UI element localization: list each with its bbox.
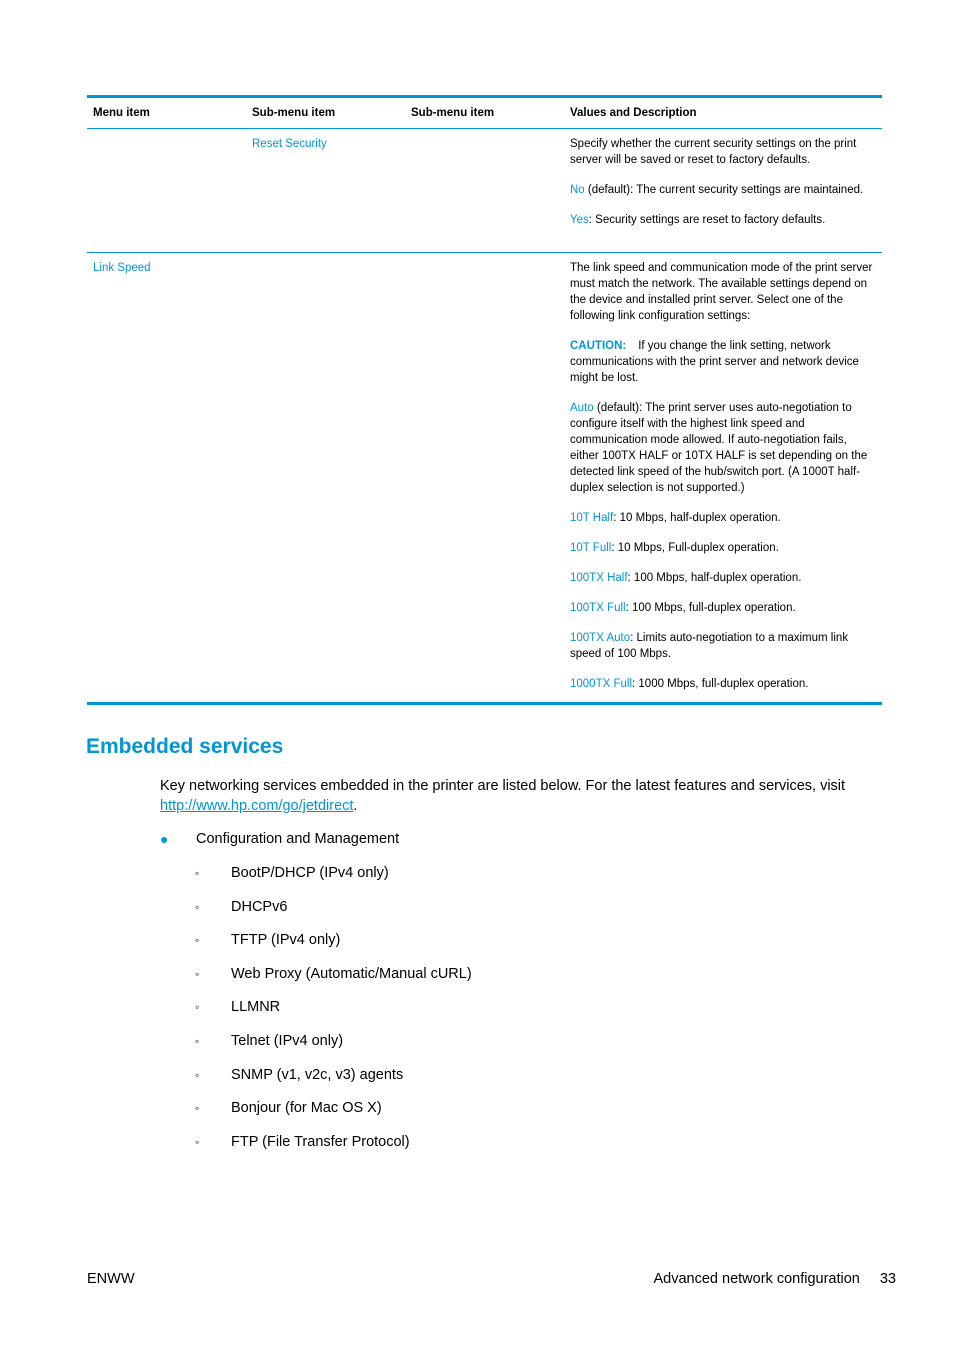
service-label: SNMP (v1, v2c, v3) agents <box>231 1066 404 1083</box>
option-text: : 100 Mbps, half-duplex operation. <box>627 572 802 584</box>
option-term-link[interactable]: No <box>570 184 585 196</box>
reset-security-description <box>570 136 876 242</box>
service-label: Web Proxy (Automatic/Manual cURL) <box>231 965 472 982</box>
caution-text: If you change the link setting, network communications with the print server and network device might be lost. <box>570 340 859 384</box>
option-yes <box>570 212 876 228</box>
table-row <box>87 129 882 253</box>
option-no <box>570 182 876 198</box>
header-submenu-item-1: Sub-menu item <box>252 107 336 119</box>
circle-bullet-icon: ◦ <box>195 966 200 981</box>
service-label: Bonjour (for Mac OS X) <box>231 1100 382 1117</box>
description-text: Specify whether the current security settings on the print server will be saved or reset to factory defaults. <box>570 138 857 166</box>
description-text: The link speed and communication mode of the print server must match the network. The available settings depend on the device and installed print server. Select one of the following link configuration settings: <box>570 262 873 322</box>
header-menu-item: Menu item <box>93 107 150 119</box>
option-text: : 1000 Mbps, full-duplex operation. <box>632 678 809 690</box>
footer-left: ENWW <box>87 1271 135 1287</box>
option-text: : 100 Mbps, full-duplex operation. <box>625 602 796 614</box>
link-speed-description <box>570 260 876 706</box>
service-label: BootP/DHCP (IPv4 only) <box>231 865 389 881</box>
reset-security-link[interactable]: Reset Security <box>252 138 327 150</box>
circle-bullet-icon: ◦ <box>195 1101 200 1116</box>
option-100tx-full <box>570 600 876 616</box>
option-100tx-auto <box>570 630 876 662</box>
option-term-link[interactable]: 100TX Half <box>570 572 628 584</box>
option-term-link[interactable]: 10T Full <box>570 542 612 554</box>
footer-right <box>654 1271 897 1287</box>
jetdirect-link[interactable]: http://www.hp.com/go/jetdirect <box>160 798 354 814</box>
chapter-title: Advanced network configuration <box>653 1271 860 1287</box>
circle-bullet-icon: ◦ <box>195 1000 200 1015</box>
option-text: (default): The print server uses auto-negotiation to configure itself with the highest link speed and communication mode allowed. If auto-negotiation fails, either 100TX HALF or 10TX HALF is set depending on the detected link speed of the hub/switch port. (A 1000T half-duplex selection is not supported.) <box>570 402 868 494</box>
option-text: : 10 Mbps, half-duplex operation. <box>613 512 781 524</box>
service-label: FTP (File Transfer Protocol) <box>231 1133 410 1150</box>
circle-bullet-icon: ◦ <box>195 1134 200 1149</box>
circle-bullet-icon: ◦ <box>195 866 200 880</box>
intro-paragraph <box>160 776 880 816</box>
option-text: (default): The current security settings are maintained. <box>584 184 864 196</box>
group-label: Configuration and Management <box>196 831 400 847</box>
option-100tx-half <box>570 570 876 586</box>
option-term-link[interactable]: 1000TX Full <box>570 678 633 690</box>
option-text: : Security settings are reset to factory defaults. <box>588 214 826 226</box>
header-submenu-item-2: Sub-menu item <box>411 107 495 119</box>
caution-note <box>570 338 876 386</box>
circle-bullet-icon: ◦ <box>195 899 200 914</box>
option-term-link[interactable]: 10T Half <box>570 512 614 524</box>
option-1000tx-full <box>570 676 876 692</box>
service-label: DHCPv6 <box>231 898 288 915</box>
option-text: : 10 Mbps, Full-duplex operation. <box>611 542 779 554</box>
service-label: LLMNR <box>231 999 281 1016</box>
option-term-link[interactable]: Auto <box>570 402 594 414</box>
option-10t-full <box>570 540 876 556</box>
option-auto <box>570 400 876 496</box>
option-term-link[interactable]: Yes <box>570 214 589 226</box>
option-term-link[interactable]: 100TX Auto <box>570 632 631 644</box>
link-speed-link[interactable]: Link Speed <box>93 262 151 274</box>
option-text: : Limits auto-negotiation to a maximum link speed of 100 Mbps. <box>570 632 849 660</box>
section-title: Embedded services <box>86 735 284 758</box>
settings-table <box>87 95 882 705</box>
header-values-description: Values and Description <box>570 107 697 119</box>
page-number: 33 <box>879 1271 896 1287</box>
intro-end: . <box>353 798 358 814</box>
intro-text: Key networking services embedded in the printer are listed below. For the latest features and services, visit <box>160 778 846 794</box>
circle-bullet-icon: ◦ <box>195 1033 200 1048</box>
circle-bullet-icon: ◦ <box>195 933 200 948</box>
option-term-link[interactable]: 100TX Full <box>570 602 626 614</box>
table-header <box>87 98 882 129</box>
service-label: Telnet (IPv4 only) <box>231 1032 344 1049</box>
table-row <box>87 253 882 705</box>
caution-label: CAUTION: <box>570 340 627 352</box>
option-10t-half <box>570 510 876 526</box>
service-label: TFTP (IPv4 only) <box>231 932 341 949</box>
circle-bullet-icon: ◦ <box>195 1067 200 1082</box>
bullet-icon: ● <box>160 831 169 847</box>
